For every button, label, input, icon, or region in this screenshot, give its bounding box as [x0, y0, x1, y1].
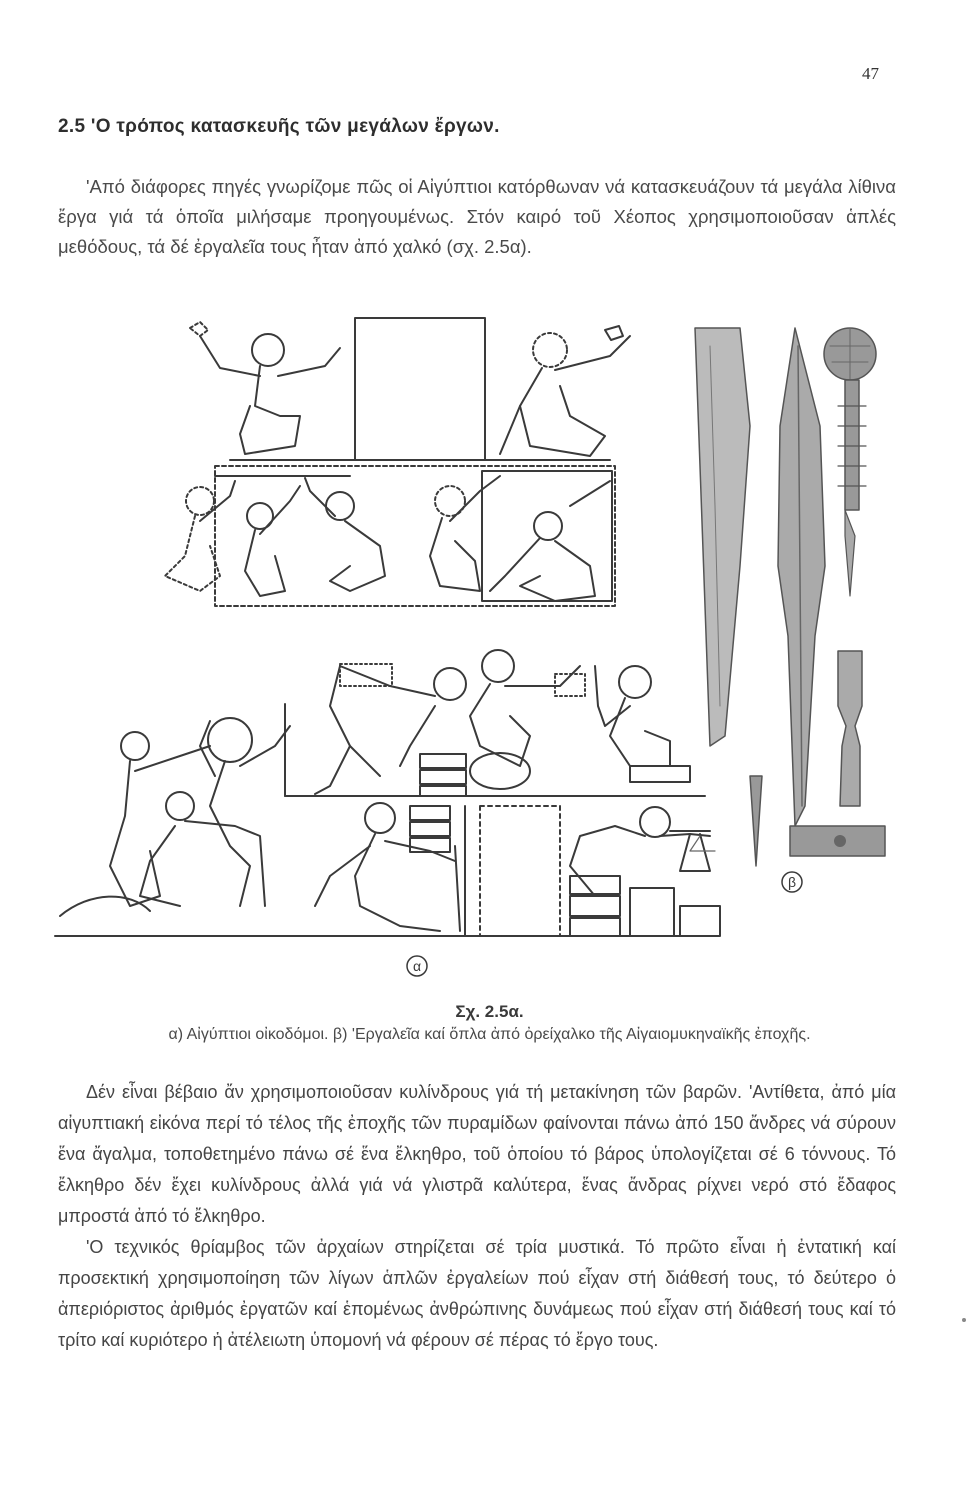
margin-dot — [962, 1318, 966, 1322]
bronze-tools-illustration — [690, 328, 885, 866]
lower-relief-illustration — [55, 650, 720, 936]
body-text — [58, 1077, 896, 1356]
body-paragraph-1: Δέν εἶναι βέβαιο ἄν χρησιμοποιοῦσαν κυλίνδρους γιά τή μετακίνηση τῶν βαρῶν. 'Αντίθετα, ἀπό μία αἰγυπτιακή εἰκόνα περί τό τέλος τῆς ἐποχῆς τῶν πυραμίδων φαίνονται πάνω ἀπό 150 ἄνδρες νά σύρουν ἕνα ἄγαλμα, τοποθετημένο πάνω σέ ἕνα ἔλκηθρο, τοῦ ὁποίου τό βάρος ὑπολογίζεται σέ 6 τόννους. Τό ἔλκηθρο δέν ἔχει κυλίνδρους ἀλλά γιά νά γλιστρᾶ καλύτερα, ἕνας ἄνδρας ρίχνει νερό στό ἔδαφος μπροστά ἀπό τό ἔλκηθρο. — [58, 1082, 896, 1226]
page-number: 47 — [862, 64, 879, 83]
figure-2-5a — [50, 306, 910, 986]
panel-a-marker: α — [412, 958, 422, 974]
intro-paragraph: 'Από διάφορες πηγές γνωρίζομε πῶς οἱ Αἰγύπτιοι κατόρθωναν νά κατασκευάζουν τά μεγάλα λίθινα ἔργα γιά τά ὁποῖα μιλήσαμε προηγουμένως. Στόν καιρό τοῦ Χέοπος χρησιμοποιοῦσαν ἁπλές μεθόδους, τά δέ ἐργαλεῖα τους ἦταν ἀπό χαλκό (σχ. 2.5α). — [58, 176, 896, 257]
panel-b-marker: β — [787, 874, 797, 890]
upper-relief-illustration — [165, 318, 630, 606]
figure-caption-text: α) Αἰγύπτιοι οἰκοδόμοι. β) 'Εργαλεῖα καί ὅπλα ἀπό ὀρείχαλκο τῆς Αἰγαιομυκηναϊκῆς ἐποχῆς. — [168, 1026, 811, 1043]
figure-caption-label: Σχ. 2.5α. — [455, 1002, 524, 1021]
section-title: 2.5 'Ο τρόπος κατασκευῆς τῶν μεγάλων ἔργων. — [58, 116, 500, 137]
body-paragraph-2: 'Ο τεχνικός θρίαμβος τῶν ἀρχαίων στηρίζεται σέ τρία μυστικά. Τό πρῶτο εἶναι ἡ ἐντατική καί προσεκτική χρησιμοποίηση τῶν λίγων ἁπλῶν ἐργαλείων πού εἶχαν στή διάθεσή τους, τό δεύτερο ὁ ἀπεριόριστος ἀριθμός ἐργατῶν καί ἑπομένως ἀνθρώπινης δυνάμεως πού εἶχαν στή διάθεσή τους καί τό τρίτο καί κυριότερο ἡ ἀτέλειωτη ὑπομονή νά φέρουν σέ πέρας τό ἔργο τους. — [58, 1237, 896, 1350]
